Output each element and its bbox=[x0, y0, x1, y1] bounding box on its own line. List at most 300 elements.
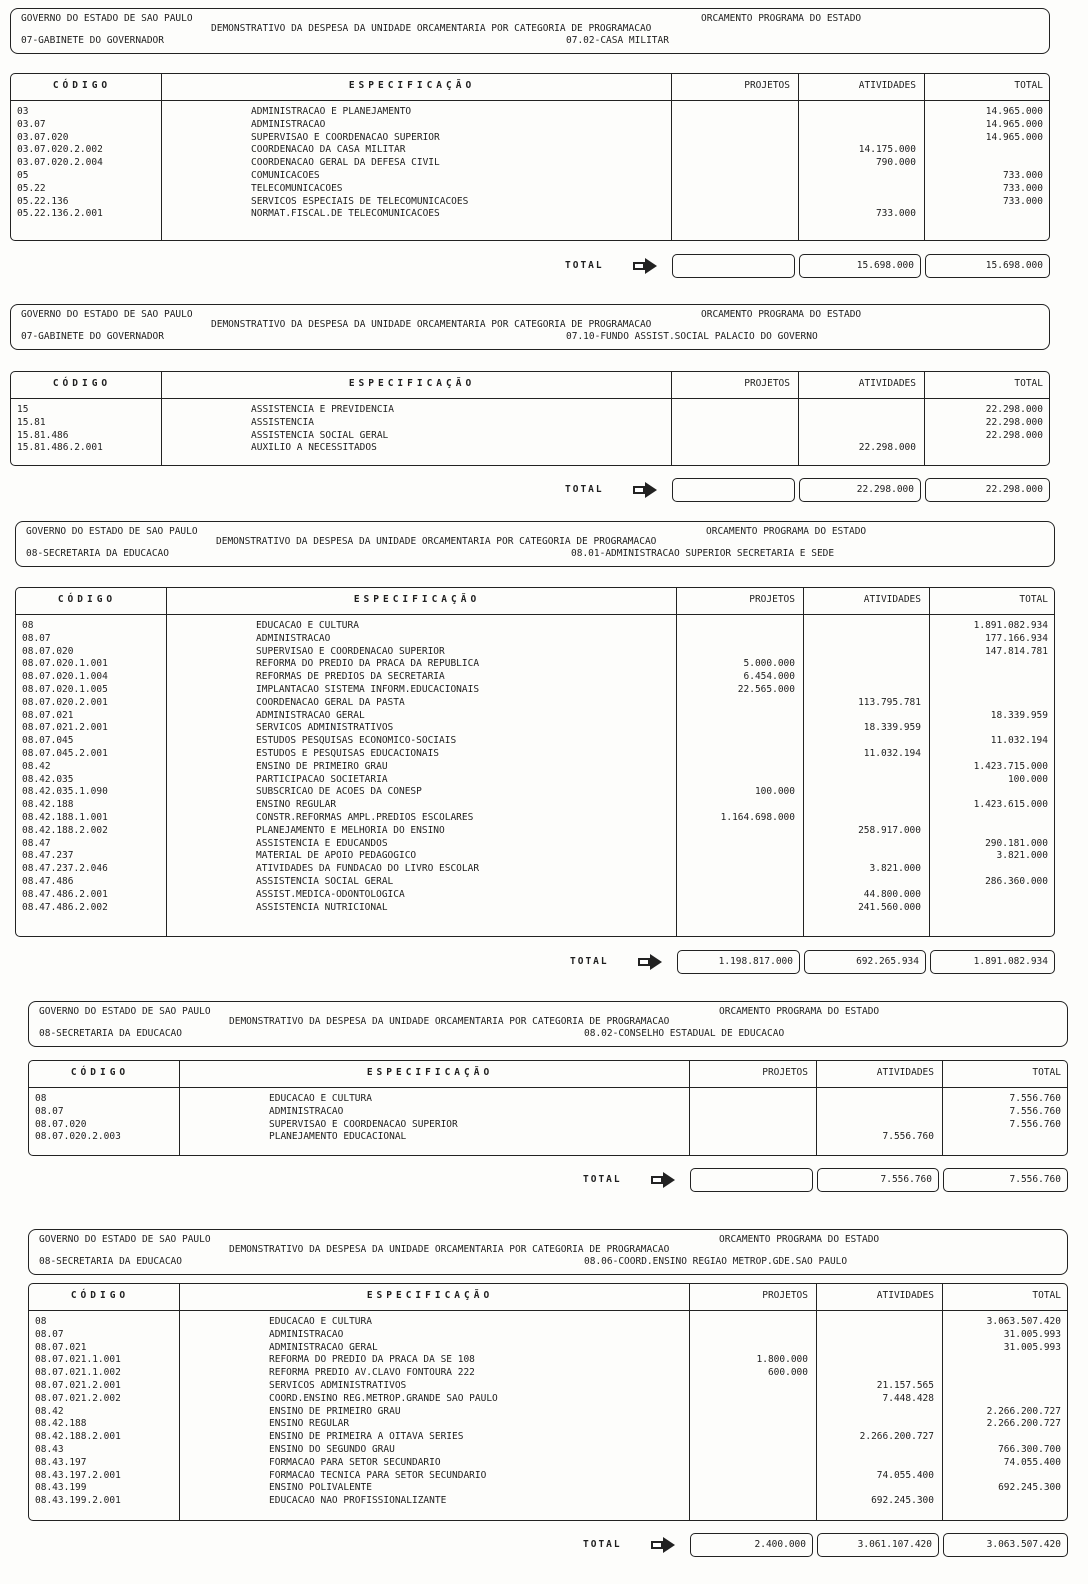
cell-specification: ENSINO DE PRIMEIRA A OITAVA SERIES bbox=[269, 1431, 464, 1443]
table-row bbox=[16, 812, 1054, 825]
cell-total: 1.891.082.934 bbox=[973, 620, 1048, 631]
cell-specification: SUBSCRICAO DE ACOES DA CONESP bbox=[256, 786, 422, 798]
cell-activities: 18.339.959 bbox=[863, 722, 921, 734]
table-row bbox=[11, 404, 1049, 417]
cell-specification: CONSTR.REFORMAS AMPL.PREDIOS ESCOLARES bbox=[256, 811, 474, 823]
cell-specification: MATERIAL DE APOIO PEDAGOGICO bbox=[256, 850, 417, 862]
cell-code: 08 bbox=[35, 1316, 47, 1327]
table-row bbox=[29, 1354, 1067, 1367]
table-row bbox=[29, 1316, 1067, 1329]
totals-line bbox=[10, 478, 1050, 502]
cell-code: 08.07.021.1.002 bbox=[35, 1367, 121, 1379]
cell-code: 08.42 bbox=[35, 1405, 64, 1417]
cell-code: 15 bbox=[17, 404, 29, 415]
cell-total: 3.063.507.420 bbox=[986, 1316, 1061, 1327]
table-row bbox=[29, 1131, 1067, 1144]
column-header-code: CÓDIGO bbox=[52, 80, 112, 91]
cell-code: 08.07.021.2.001 bbox=[35, 1379, 121, 1391]
cell-code: 08.47.237.2.046 bbox=[22, 863, 108, 875]
column-header-total: TOTAL bbox=[1032, 1290, 1061, 1301]
table-row bbox=[11, 196, 1049, 209]
cell-specification: ADMINISTRACAO GERAL bbox=[269, 1341, 378, 1353]
cell-code: 15.81.486 bbox=[17, 429, 69, 441]
total-total: 1.891.082.934 bbox=[930, 950, 1055, 974]
column-header-activities: ATIVIDADES bbox=[858, 378, 916, 389]
cell-total: 74.055.400 bbox=[1003, 1456, 1061, 1468]
cell-code: 05.22.136.2.001 bbox=[17, 208, 103, 220]
table-row bbox=[16, 658, 1054, 671]
cell-code: 08.07.045 bbox=[22, 735, 74, 747]
header-divider bbox=[11, 100, 1049, 101]
column-header-code: CÓDIGO bbox=[70, 1067, 130, 1078]
report-header bbox=[28, 1001, 1068, 1047]
table-rows bbox=[16, 620, 1054, 914]
cell-specification: ADMINISTRACAO bbox=[256, 632, 331, 644]
cell-specification: ATIVIDADES DA FUNDACAO DO LIVRO ESCOLAR bbox=[256, 863, 480, 875]
government-name: GOVERNO DO ESTADO DE SAO PAULO bbox=[39, 1234, 211, 1245]
cell-activities: 44.800.000 bbox=[863, 888, 921, 900]
table-row bbox=[29, 1406, 1067, 1419]
total-projects bbox=[672, 478, 795, 502]
government-name: GOVERNO DO ESTADO DE SAO PAULO bbox=[26, 526, 198, 537]
total-activities: 22.298.000 bbox=[799, 478, 921, 502]
table-row bbox=[29, 1342, 1067, 1355]
cell-total: 31.005.993 bbox=[1003, 1328, 1061, 1340]
cell-code: 08.07.021.2.002 bbox=[35, 1392, 121, 1404]
cell-code: 08.07.020.2.003 bbox=[35, 1131, 121, 1143]
column-header-code: CÓDIGO bbox=[52, 378, 112, 389]
cell-code: 08 bbox=[22, 620, 34, 631]
cell-code: 08 bbox=[35, 1093, 47, 1104]
table-row bbox=[29, 1093, 1067, 1106]
cell-specification: REFORMAS DE PREDIOS DA SECRETARIA bbox=[256, 671, 445, 683]
cell-total: 31.005.993 bbox=[1003, 1341, 1061, 1353]
cell-total: 290.181.000 bbox=[985, 837, 1048, 849]
cell-total: 7.556.760 bbox=[1009, 1118, 1061, 1130]
cell-code: 15.81.486.2.001 bbox=[17, 442, 103, 454]
cell-specification: TELECOMUNICACOES bbox=[251, 182, 343, 194]
table-rows bbox=[29, 1316, 1067, 1508]
subunit-name: 08.02-CONSELHO ESTADUAL DE EDUCACAO bbox=[584, 1028, 785, 1039]
total-projects bbox=[690, 1168, 813, 1192]
budget-table bbox=[10, 73, 1050, 241]
cell-total: 3.821.000 bbox=[996, 850, 1048, 862]
cell-specification: SUPERVISAO E COORDENACAO SUPERIOR bbox=[269, 1118, 458, 1130]
cell-activities: 2.266.200.727 bbox=[859, 1431, 934, 1443]
unit-name: 07-GABINETE DO GOVERNADOR bbox=[21, 331, 164, 342]
total-projects: 2.400.000 bbox=[690, 1533, 813, 1557]
cell-specification: SUPERVISAO E COORDENACAO SUPERIOR bbox=[256, 645, 445, 657]
cell-code: 03.07.020 bbox=[17, 131, 69, 143]
cell-activities: 22.298.000 bbox=[858, 442, 916, 454]
cell-specification: SERVICOS ESPECIAIS DE TELECOMUNICACOES bbox=[251, 195, 469, 207]
cell-code: 08.43.197.2.001 bbox=[35, 1469, 121, 1481]
column-header-total: TOTAL bbox=[1014, 80, 1043, 91]
table-row bbox=[16, 902, 1054, 915]
table-row bbox=[11, 183, 1049, 196]
total-label: TOTAL bbox=[565, 260, 604, 271]
cell-code: 08.42.188.1.001 bbox=[22, 811, 108, 823]
cell-specification: ADMINISTRACAO bbox=[251, 118, 326, 130]
cell-specification: ASSISTENCIA E EDUCANDOS bbox=[256, 837, 388, 849]
cell-specification: ADMINISTRACAO GERAL bbox=[256, 709, 365, 721]
subunit-name: 07.10-FUNDO ASSIST.SOCIAL PALACIO DO GOVERNO bbox=[566, 331, 818, 342]
demonstrative-title: DEMONSTRATIVO DA DESPESA DA UNIDADE ORCAMENTARIA POR CATEGORIA DE PROGRAMACAO bbox=[229, 1016, 670, 1027]
total-label: TOTAL bbox=[570, 956, 609, 967]
cell-total: 147.814.781 bbox=[985, 645, 1048, 657]
table-rows bbox=[11, 404, 1049, 455]
cell-code: 08.07.020.1.004 bbox=[22, 671, 108, 683]
column-header-specification: ESPECIFICAÇÃO bbox=[353, 594, 481, 605]
cell-code: 03.07 bbox=[17, 118, 46, 130]
cell-code: 08.07.045.2.001 bbox=[22, 747, 108, 759]
cell-code: 08.07 bbox=[35, 1328, 64, 1340]
cell-specification: AUXILIO A NECESSITADOS bbox=[251, 442, 377, 454]
cell-specification: ESTUDOS E PESQUISAS EDUCACIONAIS bbox=[256, 747, 440, 759]
table-row bbox=[16, 697, 1054, 710]
cell-activities: 113.795.781 bbox=[858, 696, 921, 708]
table-row bbox=[11, 430, 1049, 443]
table-row bbox=[29, 1482, 1067, 1495]
cell-code: 08.42.035.1.090 bbox=[22, 786, 108, 798]
table-row bbox=[29, 1495, 1067, 1508]
cell-specification: PLANEJAMENTO E MELHORIA DO ENSINO bbox=[256, 824, 445, 836]
table-rows bbox=[29, 1093, 1067, 1144]
cell-specification: ASSISTENCIA NUTRICIONAL bbox=[256, 901, 388, 913]
cell-total: 1.423.615.000 bbox=[973, 799, 1048, 811]
cell-total: 733.000 bbox=[1002, 195, 1043, 207]
cell-code: 08.07 bbox=[22, 632, 51, 644]
subunit-name: 07.02-CASA MILITAR bbox=[566, 35, 669, 46]
total-label: TOTAL bbox=[583, 1539, 622, 1550]
cell-activities: 14.175.000 bbox=[858, 144, 916, 156]
cell-code: 08.07.021 bbox=[22, 709, 74, 721]
cell-activities: 258.917.000 bbox=[858, 824, 921, 836]
cell-code: 08.47.486.2.002 bbox=[22, 901, 108, 913]
cell-specification: REFORMA DO PREDIO DA PRACA DA REPUBLICA bbox=[256, 658, 480, 670]
cell-activities: 11.032.194 bbox=[863, 747, 921, 759]
unit-name: 07-GABINETE DO GOVERNADOR bbox=[21, 35, 164, 46]
table-row bbox=[29, 1393, 1067, 1406]
cell-specification: EDUCACAO E CULTURA bbox=[256, 620, 359, 631]
cell-total: 766.300.700 bbox=[998, 1443, 1061, 1455]
cell-specification: FORMACAO PARA SETOR SECUNDARIO bbox=[269, 1456, 441, 1468]
total-activities: 3.061.107.420 bbox=[817, 1533, 939, 1557]
column-header-activities: ATIVIDADES bbox=[863, 594, 921, 605]
cell-specification: EDUCACAO E CULTURA bbox=[269, 1316, 372, 1327]
cell-code: 08.07 bbox=[35, 1105, 64, 1117]
table-row bbox=[29, 1380, 1067, 1393]
table-row bbox=[16, 722, 1054, 735]
cell-specification: IMPLANTACAO SISTEMA INFORM.EDUCACIONAIS bbox=[256, 683, 480, 695]
cell-code: 05.22 bbox=[17, 182, 46, 194]
demonstrative-title: DEMONSTRATIVO DA DESPESA DA UNIDADE ORCAMENTARIA POR CATEGORIA DE PROGRAMACAO bbox=[216, 536, 657, 547]
total-total: 7.556.760 bbox=[943, 1168, 1068, 1192]
cell-total: 14.965.000 bbox=[985, 118, 1043, 130]
demonstrative-title: DEMONSTRATIVO DA DESPESA DA UNIDADE ORCAMENTARIA POR CATEGORIA DE PROGRAMACAO bbox=[211, 23, 652, 34]
header-divider bbox=[11, 398, 1049, 399]
cell-specification: ASSISTENCIA SOCIAL GERAL bbox=[251, 429, 389, 441]
cell-activities: 692.245.300 bbox=[871, 1495, 934, 1507]
totals-line bbox=[15, 950, 1055, 974]
cell-code: 08.43.199 bbox=[35, 1482, 87, 1494]
cell-code: 08.43 bbox=[35, 1443, 64, 1455]
cell-activities: 733.000 bbox=[875, 208, 916, 220]
table-row bbox=[16, 786, 1054, 799]
cell-code: 08.07.021.1.001 bbox=[35, 1354, 121, 1366]
arrow-right-icon bbox=[650, 1536, 676, 1554]
column-header-projects: PROJETOS bbox=[749, 594, 795, 605]
cell-specification: REFORMA DO PREDIO DA PRACA DA SE 108 bbox=[269, 1354, 475, 1366]
cell-total: 177.166.934 bbox=[985, 632, 1048, 644]
column-header-total: TOTAL bbox=[1032, 1067, 1061, 1078]
column-header-projects: PROJETOS bbox=[762, 1067, 808, 1078]
cell-total: 11.032.194 bbox=[990, 735, 1048, 747]
table-row bbox=[29, 1418, 1067, 1431]
table-row bbox=[16, 850, 1054, 863]
cell-activities: 21.157.565 bbox=[876, 1379, 934, 1391]
cell-code: 08.42.188 bbox=[35, 1418, 87, 1430]
cell-projects: 1.164.698.000 bbox=[720, 811, 795, 823]
column-header-projects: PROJETOS bbox=[744, 378, 790, 389]
cell-code: 08.07.021.2.001 bbox=[22, 722, 108, 734]
table-row bbox=[29, 1367, 1067, 1380]
table-row bbox=[16, 671, 1054, 684]
cell-code: 08.43.199.2.001 bbox=[35, 1495, 121, 1507]
demonstrative-title: DEMONSTRATIVO DA DESPESA DA UNIDADE ORCAMENTARIA POR CATEGORIA DE PROGRAMACAO bbox=[211, 319, 652, 330]
column-header-specification: ESPECIFICAÇÃO bbox=[366, 1067, 494, 1078]
cell-activities: 7.556.760 bbox=[882, 1131, 934, 1143]
cell-specification: ENSINO REGULAR bbox=[269, 1418, 350, 1430]
table-row bbox=[29, 1457, 1067, 1470]
cell-total: 7.556.760 bbox=[1009, 1105, 1061, 1117]
table-row bbox=[29, 1119, 1067, 1132]
table-row bbox=[16, 838, 1054, 851]
totals-line bbox=[10, 254, 1050, 278]
table-row bbox=[11, 157, 1049, 170]
report-header bbox=[28, 1229, 1068, 1275]
budget-title: ORCAMENTO PROGRAMA DO ESTADO bbox=[701, 309, 862, 320]
government-name: GOVERNO DO ESTADO DE SAO PAULO bbox=[21, 309, 193, 320]
column-header-code: CÓDIGO bbox=[57, 594, 117, 605]
table-row bbox=[11, 132, 1049, 145]
cell-total: 22.298.000 bbox=[985, 404, 1043, 415]
cell-activities: 790.000 bbox=[875, 157, 916, 169]
subunit-name: 08.06-COORD.ENSINO REGIAO METROP.GDE.SAO PAULO bbox=[584, 1256, 848, 1267]
table-row bbox=[11, 144, 1049, 157]
cell-activities: 7.448.428 bbox=[882, 1392, 934, 1404]
table-row bbox=[11, 208, 1049, 221]
arrow-right-icon bbox=[632, 257, 658, 275]
cell-code: 08.07.020.1.005 bbox=[22, 683, 108, 695]
table-row bbox=[29, 1470, 1067, 1483]
cell-code: 08.42.188 bbox=[22, 799, 74, 811]
budget-title: ORCAMENTO PROGRAMA DO ESTADO bbox=[706, 526, 867, 537]
cell-specification: NORMAT.FISCAL.DE TELECOMUNICACOES bbox=[251, 208, 440, 220]
cell-total: 14.965.000 bbox=[985, 106, 1043, 117]
cell-specification: EDUCACAO NAO PROFISSIONALIZANTE bbox=[269, 1495, 447, 1507]
cell-total: 2.266.200.727 bbox=[986, 1405, 1061, 1417]
table-row bbox=[16, 748, 1054, 761]
cell-specification: ENSINO REGULAR bbox=[256, 799, 337, 811]
cell-specification: ADMINISTRACAO bbox=[269, 1105, 344, 1117]
table-row bbox=[29, 1431, 1067, 1444]
table-row bbox=[11, 119, 1049, 132]
budget-title: ORCAMENTO PROGRAMA DO ESTADO bbox=[701, 13, 862, 24]
cell-specification: EDUCACAO E CULTURA bbox=[269, 1093, 372, 1104]
report-header bbox=[10, 304, 1050, 350]
cell-specification: COORDENACAO GERAL DA DEFESA CIVIL bbox=[251, 157, 440, 169]
header-divider bbox=[29, 1310, 1067, 1311]
total-total: 3.063.507.420 bbox=[943, 1533, 1068, 1557]
cell-total: 100.000 bbox=[1007, 773, 1048, 785]
column-header-code: CÓDIGO bbox=[70, 1290, 130, 1301]
cell-projects: 600.000 bbox=[767, 1367, 808, 1379]
cell-total: 7.556.760 bbox=[1009, 1093, 1061, 1104]
total-projects: 1.198.817.000 bbox=[677, 950, 800, 974]
cell-projects: 6.454.000 bbox=[743, 671, 795, 683]
budget-table bbox=[10, 371, 1050, 466]
cell-specification: ESTUDOS PESQUISAS ECONOMICO-SOCIAIS bbox=[256, 735, 457, 747]
cell-code: 08.42 bbox=[22, 760, 51, 772]
table-row bbox=[16, 735, 1054, 748]
cell-specification: FORMACAO TECNICA PARA SETOR SECUNDARIO bbox=[269, 1469, 487, 1481]
table-row bbox=[16, 876, 1054, 889]
table-row bbox=[16, 684, 1054, 697]
column-header-specification: ESPECIFICAÇÃO bbox=[348, 80, 476, 91]
table-row bbox=[29, 1329, 1067, 1342]
cell-total: 18.339.959 bbox=[990, 709, 1048, 721]
unit-name: 08-SECRETARIA DA EDUCACAO bbox=[39, 1028, 182, 1039]
cell-projects: 100.000 bbox=[754, 786, 795, 798]
cell-total: 733.000 bbox=[1002, 169, 1043, 181]
unit-name: 08-SECRETARIA DA EDUCACAO bbox=[26, 548, 169, 559]
table-row bbox=[11, 106, 1049, 119]
cell-code: 08.07.020.1.001 bbox=[22, 658, 108, 670]
cell-total: 286.360.000 bbox=[985, 875, 1048, 887]
cell-code: 05.22.136 bbox=[17, 195, 69, 207]
table-row bbox=[16, 863, 1054, 876]
total-activities: 7.556.760 bbox=[817, 1168, 939, 1192]
table-row bbox=[16, 633, 1054, 646]
government-name: GOVERNO DO ESTADO DE SAO PAULO bbox=[21, 13, 193, 24]
cell-specification: ENSINO DO SEGUNDO GRAU bbox=[269, 1443, 395, 1455]
cell-specification: COORD.ENSINO REG.METROP.GRANDE SAO PAULO bbox=[269, 1392, 498, 1404]
table-row bbox=[11, 442, 1049, 455]
table-row bbox=[16, 825, 1054, 838]
cell-code: 08.47.237 bbox=[22, 850, 74, 862]
column-header-projects: PROJETOS bbox=[762, 1290, 808, 1301]
total-total: 22.298.000 bbox=[925, 478, 1050, 502]
total-projects bbox=[672, 254, 795, 278]
cell-code: 08.47.486.2.001 bbox=[22, 888, 108, 900]
table-row bbox=[16, 710, 1054, 723]
cell-code: 08.42.188.2.001 bbox=[35, 1431, 121, 1443]
cell-total: 692.245.300 bbox=[998, 1482, 1061, 1494]
cell-code: 03.07.020.2.002 bbox=[17, 144, 103, 156]
cell-projects: 5.000.000 bbox=[743, 658, 795, 670]
cell-specification: ASSISTENCIA E PREVIDENCIA bbox=[251, 404, 394, 415]
report-header bbox=[15, 521, 1055, 567]
cell-activities: 241.560.000 bbox=[858, 901, 921, 913]
cell-specification: ENSINO DE PRIMEIRO GRAU bbox=[256, 760, 388, 772]
cell-specification: ADMINISTRACAO E PLANEJAMENTO bbox=[251, 106, 412, 117]
arrow-right-icon bbox=[650, 1171, 676, 1189]
cell-code: 08.43.197 bbox=[35, 1456, 87, 1468]
table-row bbox=[29, 1444, 1067, 1457]
cell-specification: REFORMA PREDIO AV.CLAVO FONTOURA 222 bbox=[269, 1367, 475, 1379]
table-row bbox=[16, 646, 1054, 659]
header-divider bbox=[16, 614, 1054, 615]
header-divider bbox=[29, 1087, 1067, 1088]
table-row bbox=[29, 1106, 1067, 1119]
total-activities: 692.265.934 bbox=[804, 950, 926, 974]
column-header-total: TOTAL bbox=[1014, 378, 1043, 389]
table-row bbox=[16, 774, 1054, 787]
budget-title: ORCAMENTO PROGRAMA DO ESTADO bbox=[719, 1234, 880, 1245]
cell-activities: 3.821.000 bbox=[869, 863, 921, 875]
cell-specification: COORDENACAO GERAL DA PASTA bbox=[256, 696, 405, 708]
cell-code: 15.81 bbox=[17, 416, 46, 428]
demonstrative-title: DEMONSTRATIVO DA DESPESA DA UNIDADE ORCAMENTARIA POR CATEGORIA DE PROGRAMACAO bbox=[229, 1244, 670, 1255]
column-header-specification: ESPECIFICAÇÃO bbox=[366, 1290, 494, 1301]
subunit-name: 08.01-ADMINISTRACAO SUPERIOR SECRETARIA E SEDE bbox=[571, 548, 835, 559]
cell-total: 1.423.715.000 bbox=[973, 760, 1048, 772]
cell-code: 08.07.020 bbox=[22, 645, 74, 657]
arrow-right-icon bbox=[637, 953, 663, 971]
column-header-activities: ATIVIDADES bbox=[858, 80, 916, 91]
total-label: TOTAL bbox=[583, 1174, 622, 1185]
cell-specification: ADMINISTRACAO bbox=[269, 1328, 344, 1340]
budget-table bbox=[28, 1283, 1068, 1521]
cell-specification: ASSISTENCIA SOCIAL GERAL bbox=[256, 875, 394, 887]
cell-code: 08.07.020 bbox=[35, 1118, 87, 1130]
totals-line bbox=[28, 1533, 1068, 1557]
total-total: 15.698.000 bbox=[925, 254, 1050, 278]
cell-code: 05 bbox=[17, 169, 29, 181]
cell-total: 733.000 bbox=[1002, 182, 1043, 194]
government-name: GOVERNO DO ESTADO DE SAO PAULO bbox=[39, 1006, 211, 1017]
table-row bbox=[11, 170, 1049, 183]
table-row bbox=[11, 417, 1049, 430]
totals-line bbox=[28, 1168, 1068, 1192]
cell-specification: PARTICIPACAO SOCIETARIA bbox=[256, 773, 388, 785]
cell-specification: SERVICOS ADMINISTRATIVOS bbox=[256, 722, 394, 734]
cell-specification: ENSINO DE PRIMEIRO GRAU bbox=[269, 1405, 401, 1417]
budget-table bbox=[28, 1060, 1068, 1156]
cell-specification: ENSINO POLIVALENTE bbox=[269, 1482, 372, 1494]
cell-code: 08.47.486 bbox=[22, 875, 74, 887]
cell-code: 08.07.020.2.001 bbox=[22, 696, 108, 708]
table-row bbox=[16, 889, 1054, 902]
cell-activities: 74.055.400 bbox=[876, 1469, 934, 1481]
cell-code: 03.07.020.2.004 bbox=[17, 157, 103, 169]
table-row bbox=[16, 761, 1054, 774]
cell-specification: ASSISTENCIA bbox=[251, 416, 314, 428]
column-header-activities: ATIVIDADES bbox=[876, 1067, 934, 1078]
report-header bbox=[10, 8, 1050, 54]
cell-total: 14.965.000 bbox=[985, 131, 1043, 143]
cell-code: 08.47 bbox=[22, 837, 51, 849]
cell-code: 08.42.188.2.002 bbox=[22, 824, 108, 836]
column-header-specification: ESPECIFICAÇÃO bbox=[348, 378, 476, 389]
cell-specification: SERVICOS ADMINISTRATIVOS bbox=[269, 1379, 407, 1391]
cell-projects: 22.565.000 bbox=[737, 683, 795, 695]
table-row bbox=[16, 620, 1054, 633]
column-header-activities: ATIVIDADES bbox=[876, 1290, 934, 1301]
cell-total: 2.266.200.727 bbox=[986, 1418, 1061, 1430]
cell-total: 22.298.000 bbox=[985, 429, 1043, 441]
